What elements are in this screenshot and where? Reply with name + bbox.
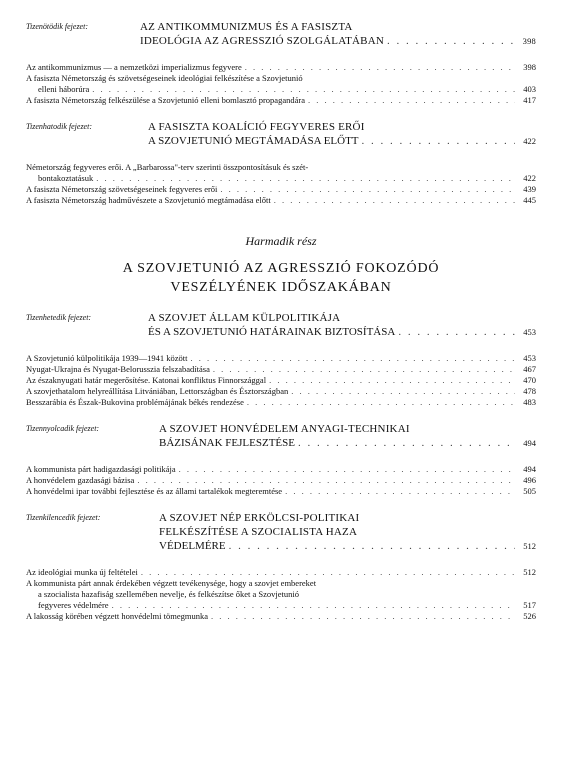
dot-leader [291, 386, 515, 397]
toc-entry[interactable] [26, 375, 536, 386]
part-title-line: VESZÉLYÉNEK IDŐSZAKÁBAN [170, 280, 392, 295]
page-number: 403 [523, 84, 536, 94]
entry-title-continued: elleni háborúra [38, 84, 90, 94]
dot-leader [213, 364, 515, 375]
entry-title: A honvédelem gazdasági bázisa [26, 475, 135, 485]
chapter-title-line: VÉDELMÉRE [159, 540, 226, 552]
page-number: 494 [523, 438, 536, 448]
chapter-17 [26, 311, 536, 408]
page-number: 505 [523, 486, 536, 496]
entry-title: A fasiszta Németország felkészülése a Szovjetunió elleni bomlasztó propagandára [26, 95, 305, 105]
page-number: 453 [523, 327, 536, 337]
page-number: 453 [523, 353, 536, 363]
chapter-label: Tizennyolcadik fejezet: [26, 424, 100, 433]
dot-leader [308, 95, 515, 106]
toc-entry[interactable] [26, 353, 536, 364]
entry-title: Nyugat-Ukrajna és Nyugat-Belorusszia felszabadítása [26, 364, 210, 374]
chapter-heading [26, 422, 536, 450]
chapter-title-line: FELKÉSZÍTÉSE A SZOCIALISTA HAZA [159, 526, 358, 538]
chapter-title-row [140, 34, 536, 48]
chapter-label: Tizenhatodik fejezet: [26, 122, 92, 131]
toc-entry[interactable] [26, 195, 536, 206]
dot-leader [112, 600, 515, 611]
page-number: 526 [523, 611, 536, 621]
toc-entry[interactable] [26, 578, 536, 611]
page-number: 467 [523, 364, 536, 374]
chapter-heading [26, 511, 536, 553]
dot-leader [229, 539, 515, 553]
entry-title: A fasiszta Németország és szövetségeseinek ideológiai felkészítése a Szovjetunió [26, 73, 303, 83]
dot-leader [274, 195, 515, 206]
entry-title: A lakosság körében végzett honvédelmi tömegmunka [26, 611, 208, 621]
toc-entry[interactable] [26, 73, 536, 95]
toc-entry[interactable] [26, 386, 536, 397]
chapter-label: Tizenhetedik fejezet: [26, 313, 92, 322]
toc-entry[interactable] [26, 567, 536, 578]
page-number: 439 [523, 184, 536, 194]
toc-entry[interactable] [26, 611, 536, 622]
entry-title: A honvédelmi ipar további fejlesztése és az állami tartalékok megteremtése [26, 486, 283, 496]
page-number: 445 [523, 195, 536, 205]
page-number: 512 [523, 567, 536, 577]
toc-entry[interactable] [26, 364, 536, 375]
entry-title: A fasiszta Németország hadművészete a Szovjetunió megtámadása előtt [26, 195, 271, 205]
chapter-title-row [159, 436, 536, 450]
page-number: 483 [523, 397, 536, 407]
entry-title: Németország fegyveres erői. A „Barbarossa"-terv szerinti összpontosításuk és szét- [26, 162, 309, 172]
entry-title: A kommunista párt hadigazdasági politikája [26, 464, 176, 474]
chapter-title-line: AZ ANTIKOMMUNIZMUS ÉS A FASISZTA [140, 21, 353, 33]
chapter-title-line: A SZOVJETUNIÓ MEGTÁMADÁSA ELŐTT [148, 135, 359, 147]
entry-title: Az északnyugati határ megerősítése. Katonai konfliktus Finnországgal [26, 375, 267, 385]
toc-entry[interactable] [26, 475, 536, 486]
toc-entry[interactable] [26, 397, 536, 408]
chapter-title-line: IDEOLÓGIA AZ AGRESSZIÓ SZOLGÁLATÁBAN [140, 35, 385, 47]
page-number: 398 [523, 62, 536, 72]
chapter-16 [26, 120, 536, 206]
dot-leader [285, 486, 515, 497]
entry-title-continued: fegyveres védelmére [38, 600, 109, 610]
entry-title: A kommunista párt annak érdekében végzett tevékenysége, hogy a szovjet embereket [26, 578, 317, 588]
chapter-title-line: A SZOVJET NÉP ERKÖLCSI-POLITIKAI [159, 512, 360, 524]
chapter-title-line: A FASISZTA KOALÍCIÓ FEGYVERES ERŐI [148, 121, 365, 133]
toc-entry[interactable] [26, 184, 536, 195]
toc-entry[interactable] [26, 486, 536, 497]
chapter-title-line: A SZOVJET ÁLLAM KÜLPOLITIKÁJA [148, 312, 341, 324]
chapter-heading [26, 120, 536, 148]
page-number: 422 [523, 136, 536, 146]
chapter-15 [26, 20, 536, 106]
dot-leader [269, 375, 515, 386]
page-number: 417 [523, 95, 536, 105]
page-number: 422 [523, 173, 536, 183]
dot-leader [298, 436, 515, 450]
dot-leader [96, 173, 515, 184]
dot-leader [141, 567, 515, 578]
dot-leader [247, 397, 515, 408]
dot-leader [179, 464, 515, 475]
dot-leader [137, 475, 515, 486]
entry-title: A szovjethatalom helyreállítása Litvániában, Lettországban és Észtországban [26, 386, 289, 396]
toc-entry[interactable] [26, 464, 536, 475]
page-number: 478 [523, 386, 536, 396]
entry-title: Az antikommunizmus — a nemzetközi imperializmus fegyvere [26, 62, 242, 72]
chapter-heading [26, 311, 536, 339]
table-of-contents-page [26, 20, 536, 622]
page-number: 494 [523, 464, 536, 474]
dot-leader [362, 134, 515, 148]
page-number: 512 [523, 541, 536, 551]
entry-title: A Szovjetunió külpolitikája 1939—1941 között [26, 353, 188, 363]
entry-title-continued: a szocialista hazafiság szellemében nevelje, és felkészítse őket a Szovjetunió [38, 589, 300, 599]
chapter-label: Tizenötödik fejezet: [26, 22, 88, 31]
dot-leader [398, 325, 515, 339]
part-label: Harmadik rész [245, 234, 317, 248]
chapter-title-row [159, 539, 536, 553]
chapter-18 [26, 422, 536, 497]
page-number: 517 [523, 600, 536, 610]
dot-leader [245, 62, 515, 73]
dot-leader [387, 34, 515, 48]
chapter-title-row [148, 134, 536, 148]
entry-title: Az ideológiai munka új feltételei [26, 567, 138, 577]
chapter-title-line: A SZOVJET HONVÉDELEM ANYAGI-TECHNIKAI [159, 423, 410, 435]
entry-title: A fasiszta Németország szövetségeseinek fegyveres erői [26, 184, 218, 194]
chapter-19 [26, 511, 536, 622]
toc-entry[interactable] [26, 62, 536, 73]
dot-leader [92, 84, 515, 95]
entry-title: Besszarábia és Észak-Bukovina problémájának békés rendezése [26, 397, 244, 407]
chapter-title-row [148, 325, 536, 339]
dot-leader [211, 611, 515, 622]
part-title-line: A SZOVJETUNIÓ AZ AGRESSZIÓ FOKOZÓDÓ [122, 261, 440, 276]
page-number: 470 [523, 375, 536, 385]
toc-entry[interactable] [26, 95, 536, 106]
chapter-label: Tizenkilencedik fejezet: [26, 513, 101, 522]
page-number: 398 [522, 36, 536, 46]
part-title [26, 259, 536, 297]
chapter-title-line: ÉS A SZOVJETUNIÓ HATÁRAINAK BIZTOSÍTÁSA [148, 326, 396, 338]
chapter-heading [26, 20, 536, 48]
chapter-title-line: BÁZISÁNAK FEJLESZTÉSE [159, 437, 295, 449]
entry-title-continued: bontakoztatásuk [38, 173, 94, 183]
dot-leader [191, 353, 516, 364]
dot-leader [220, 184, 515, 195]
toc-entry[interactable] [26, 162, 536, 184]
page-number: 496 [523, 475, 536, 485]
